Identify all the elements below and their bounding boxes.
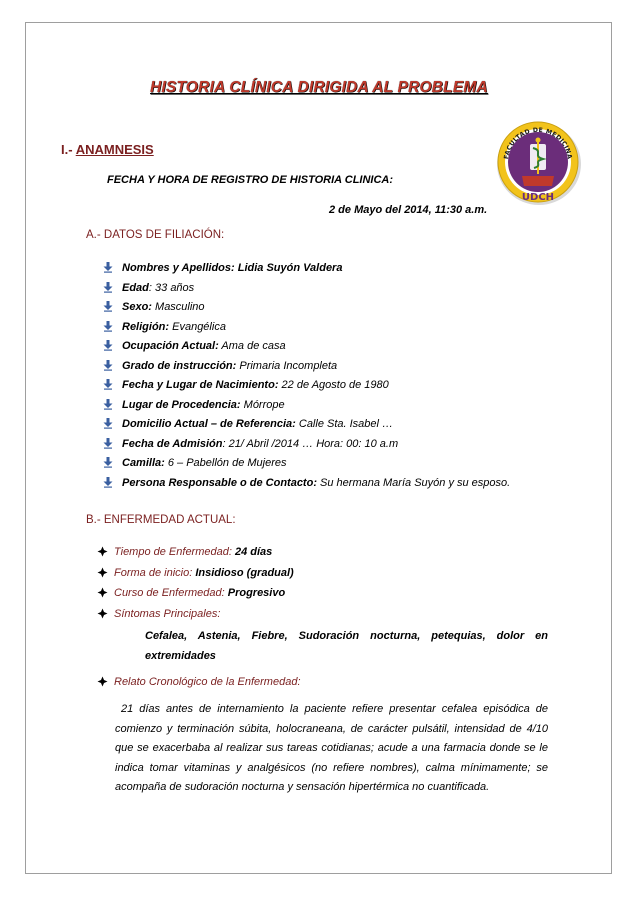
- enfermedad-item: [97, 566, 294, 587]
- arrow-bullet-icon: [103, 321, 114, 332]
- filiacion-list: [103, 261, 510, 495]
- filiacion-value: Primaria Incompleta: [236, 359, 338, 372]
- arrow-bullet-icon: [103, 340, 114, 351]
- enfermedad-value: 24 días: [231, 546, 273, 558]
- filiacion-value: Su hermana María Suyón y su esposo.: [316, 476, 511, 489]
- section-number: I.-: [61, 142, 73, 157]
- logo-bottom-text: UDCH: [521, 192, 555, 203]
- filiacion-value: 21/ Abril /2014 … Hora: 00: 10 a.m: [225, 437, 399, 450]
- filiacion-label: Edad: [122, 281, 149, 294]
- filiacion-label: Lugar de Procedencia:: [122, 398, 241, 411]
- arrow-bullet-icon: [103, 457, 114, 468]
- diamond-bullet-icon: [97, 608, 108, 619]
- relato-text: 21 días antes de internamiento la paciente refiere presentar cefalea episódica de comienzo y terminación súbita, holocraneana, de carácter pulsátil, intensidad de 4/10 que se exacerbaba al realizar sus tareas cotidianas; acude a una farmacia donde se le indica tomar vitaminas y analgésicos (no refiere nombres), calma mínimamente; se acompaña de sudoración nocturna y sensación hipertérmica no cuantificada.: [115, 703, 548, 793]
- filiacion-item: [103, 359, 510, 379]
- relato-heading-label: Relato Cronológico de la Enfermedad:: [114, 676, 301, 688]
- filiacion-label: Camilla:: [122, 457, 165, 469]
- filiacion-label: Fecha de Admisión: [122, 437, 223, 450]
- filiacion-value: 6 – Pabellón de Mujeres: [164, 457, 287, 469]
- enfermedad-item: [97, 607, 294, 628]
- filiacion-item: [103, 281, 510, 301]
- section-label: ANAMNESIS: [75, 142, 154, 157]
- arrow-bullet-icon: [103, 399, 114, 410]
- diamond-bullet-icon: [97, 587, 108, 598]
- arrow-bullet-icon: [103, 418, 114, 429]
- faculty-logo: [494, 116, 582, 206]
- filiacion-value: Evangélica: [169, 320, 226, 333]
- filiacion-item: [103, 456, 510, 476]
- filiacion-value: 33 años: [151, 281, 195, 294]
- filiacion-item: [103, 261, 510, 281]
- filiacion-item: [103, 476, 510, 496]
- filiacion-label: Ocupación Actual:: [122, 340, 219, 352]
- diamond-bullet-icon: [97, 567, 108, 578]
- enfermedad-item: [97, 586, 294, 607]
- filiacion-value: Calle Sta. Isabel …: [295, 418, 394, 430]
- filiacion-item: [103, 339, 510, 359]
- filiacion-label: Fecha y Lugar de Nacimiento:: [122, 379, 279, 391]
- arrow-bullet-icon: [103, 282, 114, 293]
- filiacion-item: [103, 437, 510, 457]
- filiacion-value: Ama de casa: [218, 340, 286, 352]
- fecha-value: 2 de Mayo del 2014, 11:30 a.m.: [329, 204, 488, 216]
- filiacion-item: [103, 320, 510, 340]
- filiacion-item: [103, 398, 510, 418]
- enfermedad-label: Curso de Enfermedad:: [114, 587, 225, 599]
- sintomas-text: Cefalea, Astenia, Fiebre, Sudoración nocturna, petequias, dolor en extremidades: [145, 630, 548, 662]
- enfermedad-label: Síntomas Principales:: [114, 607, 221, 620]
- enfermedad-label: Forma de inicio:: [114, 566, 193, 579]
- fecha-label: FECHA Y HORA DE REGISTRO DE HISTORIA CLINICA:: [107, 174, 394, 186]
- filiacion-label: Persona Responsable o de Contacto:: [122, 476, 317, 489]
- logo-top-text: FACULTAD DE MEDICINA: [503, 126, 573, 160]
- filiacion-label: Sexo:: [122, 301, 152, 313]
- page-title: HISTORIA CLÍNICA DIRIGIDA AL PROBLEMA: [150, 79, 488, 96]
- enfermedad-label: Tiempo de Enfermedad:: [114, 546, 232, 558]
- filiacion-item: [103, 378, 510, 398]
- filiacion-item: [103, 300, 510, 320]
- enfermedad-item: [97, 545, 294, 566]
- filiacion-sep: :: [148, 281, 152, 294]
- filiacion-value: Mórrope: [240, 398, 285, 411]
- filiacion-label: Religión:: [122, 320, 170, 333]
- filiacion-value: Masculino: [151, 301, 205, 313]
- filiacion-label: Grado de instrucción:: [122, 359, 237, 372]
- arrow-bullet-icon: [103, 477, 114, 488]
- enfermedad-list: [97, 545, 294, 627]
- arrow-bullet-icon: [103, 360, 114, 371]
- relato-heading: [97, 675, 301, 689]
- arrow-bullet-icon: [103, 262, 114, 273]
- filiacion-item: [103, 417, 510, 437]
- enfermedad-heading: B.- ENFERMEDAD ACTUAL:: [86, 514, 236, 526]
- arrow-bullet-icon: [103, 438, 114, 449]
- arrow-bullet-icon: [103, 379, 114, 390]
- arrow-bullet-icon: [103, 301, 114, 312]
- filiacion-label: Domicilio Actual – de Referencia:: [122, 418, 296, 430]
- filiacion-value: 22 de Agosto de 1980: [278, 379, 389, 391]
- enfermedad-value: Progresivo: [224, 587, 286, 599]
- enfermedad-value: Insidioso (gradual): [192, 566, 294, 579]
- diamond-bullet-icon: [97, 546, 108, 557]
- section-anamnesis-heading: [61, 142, 154, 157]
- filiacion-heading: A.- DATOS DE FILIACIÓN:: [86, 229, 225, 241]
- filiacion-label: Nombres y Apellidos: Lidia Suyón Valdera: [122, 262, 343, 274]
- filiacion-sep: :: [222, 437, 226, 450]
- diamond-bullet-icon: [97, 676, 108, 687]
